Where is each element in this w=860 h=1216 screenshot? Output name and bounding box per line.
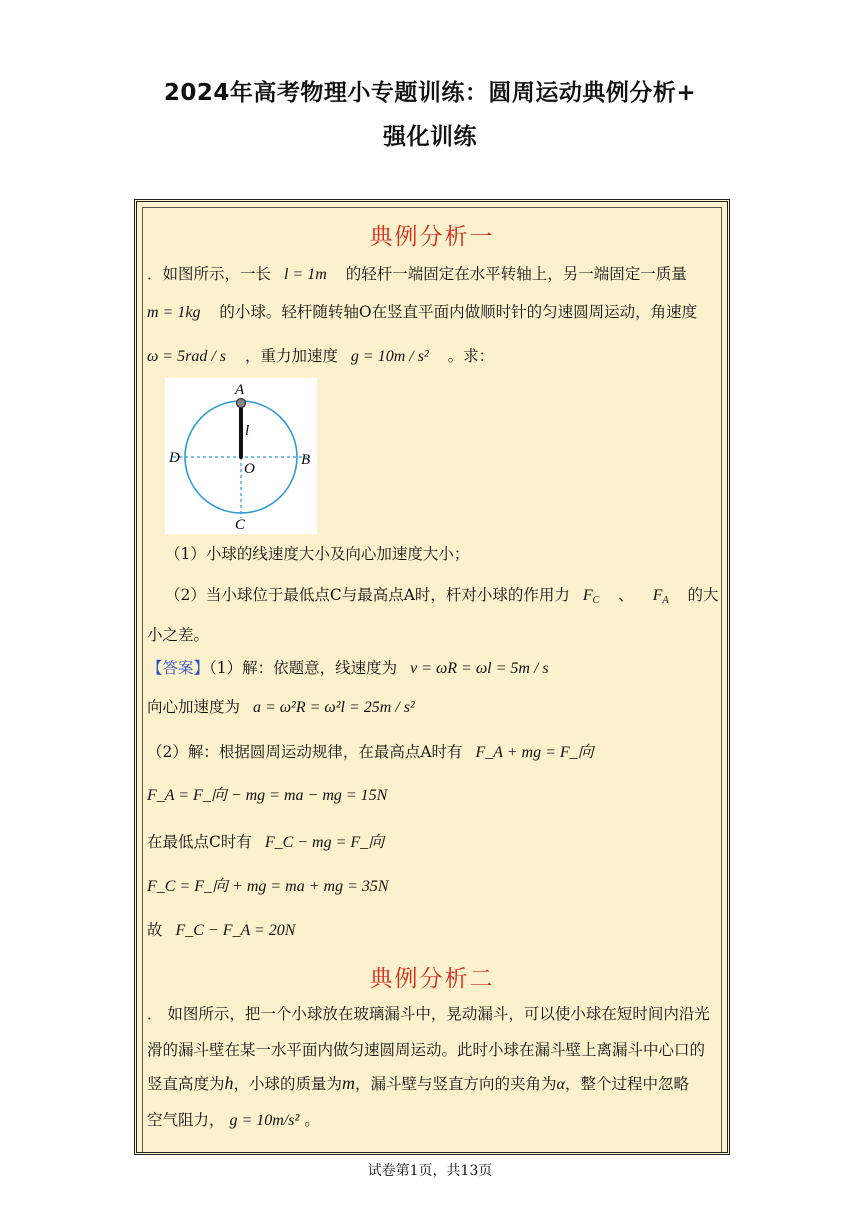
answer-line4 [147, 782, 387, 805]
text: 的大 [687, 586, 719, 604]
equation-FA: F_A = F_向 − mg = ma − mg = 15N [147, 787, 388, 804]
circle-diagram [165, 378, 317, 534]
answer-line3 [147, 739, 594, 762]
question1: （1）小球的线速度大小及向心加速度大小； [165, 545, 470, 563]
ball [237, 399, 246, 408]
problem2-line4 [147, 1108, 320, 1130]
answer-line5 [147, 829, 384, 852]
label-l: l [245, 423, 250, 439]
text: ，整个过程中忽略 [564, 1075, 689, 1093]
text: 故 [147, 921, 163, 939]
equation-m: m = 1kg [147, 304, 201, 321]
page-footer: 试卷第1页，共13页 [367, 1163, 493, 1179]
label-C: C [235, 517, 246, 533]
document-title-line2: 强化训练 [383, 124, 477, 150]
text: 竖直高度为 [147, 1075, 225, 1093]
document-title-line1: 2024年高考物理小专题训练：圆周运动典例分析+ [163, 80, 697, 106]
text: ．如图所示，一长 [147, 265, 272, 283]
var-m: m [342, 1073, 356, 1093]
label-O: O [244, 461, 255, 477]
equation-acceleration: a = ω²R = ω²l = 25m / s² [252, 699, 415, 716]
example-box [134, 199, 730, 1155]
var-h: h [224, 1073, 234, 1093]
equation-difference: F_C − F_A = 20N [175, 922, 296, 939]
label-B: B [301, 452, 311, 468]
label-A: A [235, 382, 245, 398]
equation-g2: g = 10m/s² [229, 1112, 300, 1129]
section2-heading: 典例分析二 [369, 966, 495, 992]
equation-g: g = 10m / s² [350, 348, 429, 365]
answer-line1 [147, 656, 549, 678]
text: 在最低点C时有 [147, 833, 252, 851]
force-FC: $F_C$ [582, 587, 600, 606]
text: 的小球。轻杆随转轴O在竖直平面内做顺时针的匀速圆周运动，角速度 [219, 303, 698, 321]
equation-bottom: F_C − mg = F_向 [264, 834, 385, 851]
label-D: D [169, 450, 180, 466]
circular-motion-figure [165, 378, 317, 534]
problem2-line2: 滑的漏斗壁在某一水平面内做匀速圆周运动。此时小球在漏斗壁上离漏斗中心口的 [147, 1041, 706, 1059]
section1-heading: 典例分析一 [369, 224, 495, 250]
question2-line1 [165, 583, 719, 606]
answer-tag: 【答案】 [147, 659, 210, 677]
text: 向心加速度为 [147, 698, 241, 716]
force-FA: $F_A$ [652, 587, 669, 606]
text: 空气阻力， [147, 1111, 225, 1129]
text: ，重力加速度 [244, 347, 338, 365]
answer-line2 [147, 695, 415, 717]
separator: 、 [618, 586, 634, 604]
equation-FC: F_C = F_向 + mg = ma + mg = 35N [147, 878, 389, 895]
text: （2）解：根据圆周运动规律，在最高点A时有 [147, 743, 463, 761]
text: ，漏斗壁与竖直方向的夹角为 [355, 1075, 557, 1093]
answer-line6 [147, 873, 389, 896]
text: 。求： [447, 347, 495, 365]
text: （1）解：依题意，线速度为 [209, 659, 398, 677]
equation-l: l = 1m [283, 266, 327, 283]
equation-omega: ω = 5rad / s [147, 348, 226, 365]
question2-line2: 小之差。 [147, 626, 210, 644]
problem1-line2 [147, 300, 697, 322]
problem2-line3 [147, 1072, 689, 1094]
answer-line7 [147, 918, 295, 940]
text: 。 [304, 1111, 320, 1129]
text: ，小球的质量为 [233, 1075, 343, 1093]
problem2-line1: ． 如图所示，把一个小球放在玻璃漏斗中，晃动漏斗，可以使小球在短时间内沿光 [147, 1005, 710, 1023]
equation-velocity: v = ωR = ωl = 5m / s [410, 660, 549, 677]
text: （2）当小球位于最低点C与最高点A时，杆对小球的作用力 [165, 586, 570, 604]
problem1-line1 [147, 262, 687, 284]
equation-top: F_A + mg = F_向 [475, 744, 594, 761]
problem1-line3 [147, 344, 494, 366]
var-alpha: α [556, 1076, 565, 1093]
text: 的轻杆一端固定在水平转轴上，另一端固定一质量 [345, 265, 687, 283]
